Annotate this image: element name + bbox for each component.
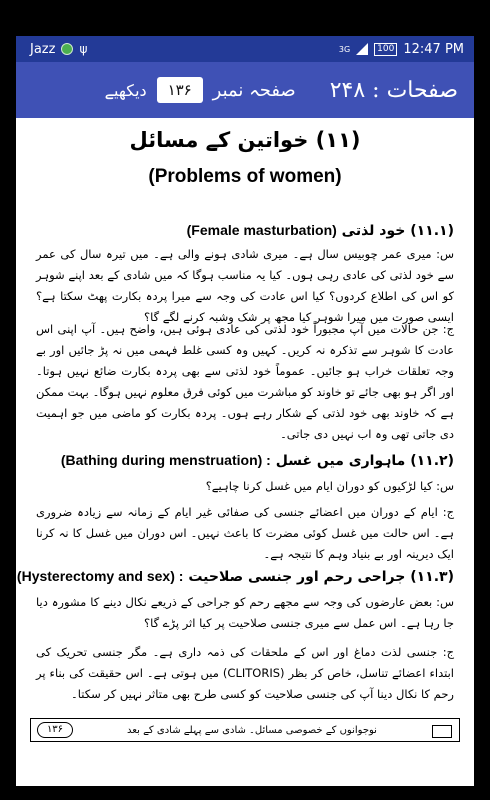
- section-heading: (۱۱.۳) جراحی رحم اور جنسی صلاحیت (Hysterectomy and sex) :: [16, 568, 454, 585]
- device-bezel-top: [0, 0, 490, 36]
- battery-icon: 100: [374, 43, 397, 56]
- footer-page-number: ۱۳۶: [37, 722, 73, 738]
- signal-icon: [356, 43, 368, 55]
- answer-paragraph: ج: ایام کے دوران میں اعضائے جنسی کی صفائی غیر ایام کے زمانہ سے زیادہ ضروری ہے۔ اس حالت میں غسل کوئی مضرت کا باعث نہیں۔ اس دوران میں غسل کا نہ کرنا ایک دیرینہ اور بے بنیاد وہم کا نتیجہ ہے۔: [36, 505, 454, 561]
- notification-icon: [61, 43, 73, 55]
- device-bezel-right: [474, 0, 490, 800]
- page-footer: [30, 718, 460, 742]
- book-page: [16, 118, 474, 718]
- page-number-label: صفحہ نمبر: [212, 79, 296, 101]
- question-paragraph: س: کیا لڑکیوں کو دوران ایام میں غسل کرنا چاہیے؟: [205, 479, 454, 493]
- answer-paragraph: ج: جنسی لذت دماغ اور اس کے ملحقات کی ذمہ داری ہے۔ مگر جنسی تحریک کی ابتداء اعضائے تناسل، خاص کر بظر (CLITORIS) میں ہوتی ہے۔ اس حقیقت کی بناء پر رحم کا نکال دینا آپ کی جنسی صلاحیت کو کسی طرح بھی متاثر نہیں کر سکتا۔: [36, 645, 454, 701]
- answer-paragraph: ج: جن حالات میں آپ مجبوراً خود لذتی کی عادی ہوئی ہیں، واضح ہیں۔ آپ اپنی اس عادت کا شوہر سے تذکرہ نہ کریں۔ کہیں وہ کسی غلط فہمی میں نہ پڑ جائیں اور بے وجہ تعلقات خراب ہو جائیں۔ عموماً خود لذتی سے بھی پردہ بکارت ضائع نہیں ہوتا۔ اور اگر ہو بھی جائے تو خاوند کو مباشرت میں کوئی فرق معلوم نہیں ہوگا۔ بہت ممکن ہے کہ خاوند بھی خود لذتی کے شکار رہے ہوں۔ پردہ بکارت کو ماضی میں جو اہمیت دی جاتی تھی وہ اب نہیں دی جاتی۔: [36, 322, 454, 441]
- section-heading: (۱۱.۲) ماہواری میں غسل (Bathing during menstruation) :: [60, 452, 454, 469]
- footer-book-title: نوجوانوں کے خصوصی مسائل۔ شادی سے پہلے شادی کے بعد: [127, 724, 377, 736]
- device-bezel-left: [0, 0, 16, 800]
- network-type: 3G: [338, 44, 351, 54]
- page-toolbar: [16, 62, 474, 118]
- go-to-page-button[interactable]: دیکھیے: [104, 80, 147, 100]
- chapter-title-urdu: (۱۱) خواتین کے مسائل: [129, 128, 361, 152]
- clock: 12:47 PM: [403, 41, 464, 57]
- usb-icon: ψ: [79, 42, 88, 56]
- carrier-name: Jazz: [30, 41, 56, 57]
- question-paragraph: س: بعض عارضوں کی وجہ سے مجھے رحم کو جراحی کے ذریعے نکال دینے کا مشورہ دیا جا رہا ہے۔ اس عمل سے میری جنسی صلاحیت پر کیا اثر پڑے گا؟: [36, 595, 454, 630]
- total-pages-label: صفحات : ۲۴۸: [329, 77, 458, 103]
- section-heading: (۱۱.۱) خود لذتی (Female masturbation): [186, 222, 454, 239]
- chapter-title-english: (Problems of women): [148, 166, 342, 187]
- device-bezel-bottom: [0, 786, 490, 800]
- book-icon: [431, 723, 453, 737]
- page-number-input[interactable]: ۱۳۶: [157, 77, 203, 103]
- status-bar: [16, 36, 474, 62]
- question-paragraph: س: میری عمر چوبیس سال ہے۔ میری شادی ہونے والی ہے۔ میں تیرہ سال کی عمر سے خود لذتی کی عادی رہی ہوں۔ کیا یہ مناسب ہوگا کہ میں شادی کے بعد اپنے شوہر کو اس کی اطلاع کردوں؟ کیا اس عادت کی وجہ سے میرا پردہ بکارت پھٹ سکتا ہے؟ ایسی صورت میں میرا شوہر کیا مجھ پر شک وشبہ کرنے لگے گا؟: [36, 247, 454, 324]
